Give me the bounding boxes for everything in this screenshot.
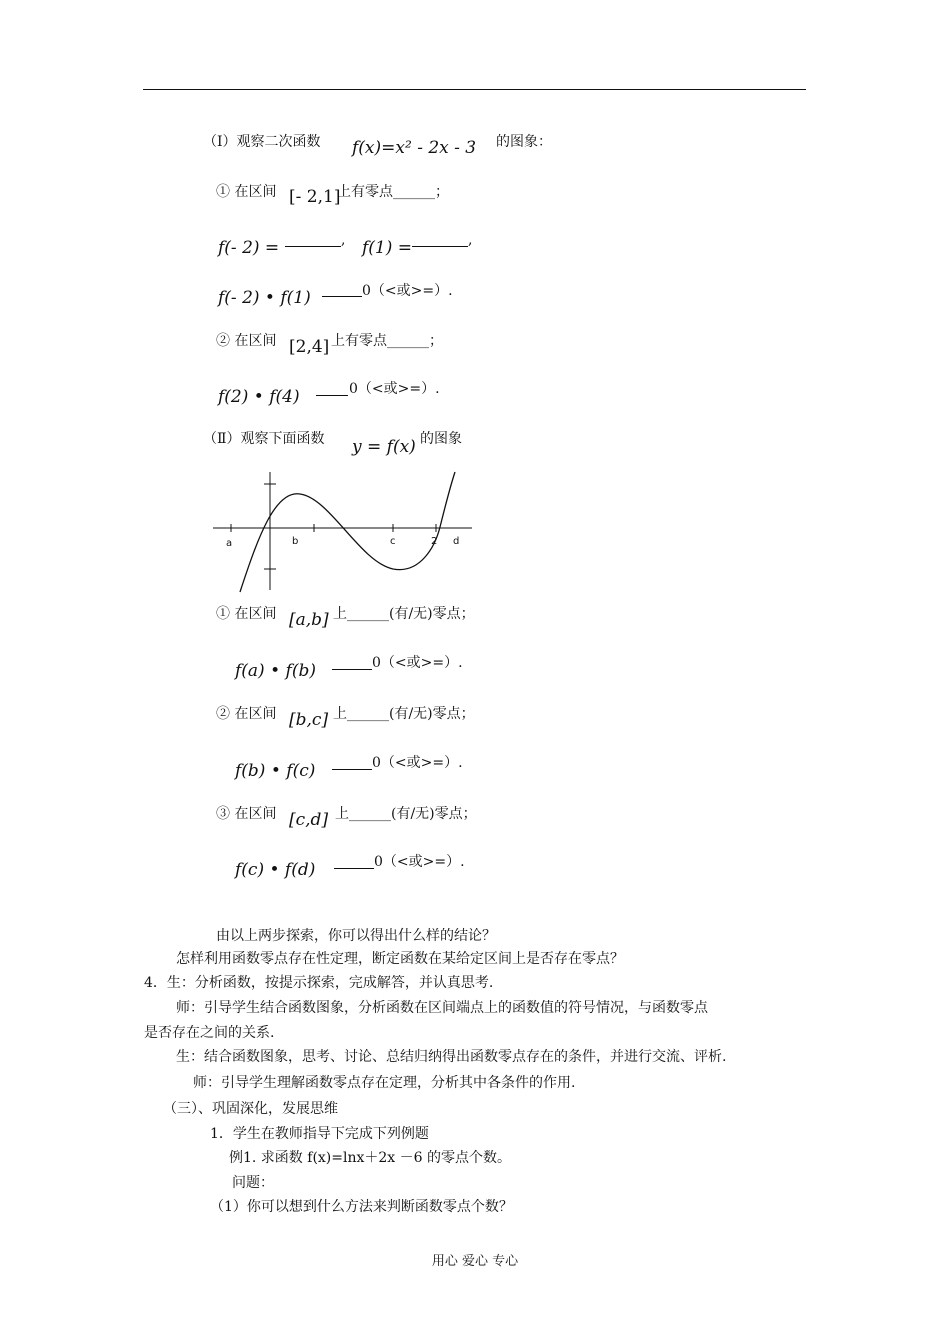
section-ii-item1-suffix: 上______(有/无)零点； bbox=[333, 606, 475, 622]
section-i-item1-interval: [- 2,1] bbox=[289, 187, 341, 207]
section-i-item2-interval: [2,4] bbox=[289, 337, 330, 357]
question: （1）你可以想到什么方法来判断函数零点个数？ bbox=[210, 1199, 513, 1215]
comma: , bbox=[341, 232, 346, 248]
paragraph: 1．学生在教师指导下完成下列例题 bbox=[210, 1126, 429, 1142]
section-ii-item1: ① 在区间 bbox=[216, 606, 277, 622]
section-i-formula: f(x)=x² - 2x - 3 bbox=[352, 138, 477, 158]
section-ii-row1-tail: 0（<或>=）. bbox=[372, 655, 463, 671]
section-i-row3-tail: 0（<或>=）. bbox=[349, 381, 440, 397]
paragraph: 师：引导学生结合函数图象，分析函数在区间端点上的函数值的符号情况，与函数零点 bbox=[176, 1000, 708, 1016]
section-i-intro: （Ⅰ）观察二次函数 bbox=[203, 134, 321, 150]
answer-blank bbox=[334, 868, 374, 869]
paragraph: 师：引导学生理解函数零点存在定理，分析其中各条件的作用. bbox=[193, 1075, 576, 1091]
section-i-suffix: 的图象： bbox=[496, 134, 552, 150]
comma: , bbox=[468, 232, 473, 248]
section-i-item1: ① 在区间 bbox=[216, 184, 277, 200]
answer-blank bbox=[412, 246, 468, 247]
answer-blank bbox=[332, 769, 372, 770]
graph-label-c: c bbox=[390, 536, 396, 547]
section-ii-item2-suffix: 上______(有/无)零点； bbox=[333, 706, 475, 722]
paragraph: 是否存在之间的关系. bbox=[144, 1025, 275, 1041]
section-i-row3-expr: f(2) • f(4) bbox=[218, 387, 300, 407]
section-i-item1-suffix: 上有零点______； bbox=[337, 184, 449, 200]
section-ii-row2-expr: f(b) • f(c) bbox=[235, 761, 316, 781]
answer-blank bbox=[285, 246, 341, 247]
answer-blank bbox=[322, 296, 362, 297]
page-footer: 用心 爱心 专心 bbox=[431, 1254, 519, 1269]
paragraph: 由以上两步探索，你可以得出什么样的结论？ bbox=[216, 928, 496, 944]
section-ii-intro: （Ⅱ）观察下面函数 bbox=[203, 431, 325, 447]
section-ii-formula: y = f(x) bbox=[352, 437, 416, 457]
section-i-row2-tail: 0（<或>=）. bbox=[362, 283, 453, 299]
section-ii-item3-suffix: 上______(有/无)零点； bbox=[335, 806, 477, 822]
section-i-row2-expr: f(- 2) • f(1) bbox=[218, 288, 311, 308]
header-rule bbox=[143, 89, 806, 90]
paragraph: 生：结合函数图象，思考、讨论、总结归纳得出函数零点存在的条件，并进行交流、评析. bbox=[176, 1049, 727, 1065]
section-ii-item2-interval: [b,c] bbox=[289, 710, 329, 730]
graph-label-b: b bbox=[292, 536, 299, 547]
section-ii-suffix: 的图象 bbox=[420, 431, 462, 447]
graph-label-a: a bbox=[226, 538, 233, 549]
answer-blank bbox=[332, 669, 372, 670]
section-i-row1-a: f(- 2) = bbox=[218, 238, 280, 258]
section-ii-row3-expr: f(c) • f(d) bbox=[235, 860, 316, 880]
section-ii-item1-interval: [a,b] bbox=[289, 610, 329, 630]
graph-label-2: 2 bbox=[431, 536, 438, 547]
section-heading: （三）、巩固深化，发展思维 bbox=[163, 1101, 338, 1117]
section-ii-row3-tail: 0（<或>=）. bbox=[374, 854, 465, 870]
paragraph: 问题： bbox=[232, 1175, 274, 1191]
function-curve bbox=[240, 472, 455, 592]
section-ii-item3: ③ 在区间 bbox=[216, 806, 277, 822]
paragraph: 怎样利用函数零点存在性定理，断定函数在某给定区间上是否存在零点？ bbox=[176, 951, 624, 967]
function-graph bbox=[200, 462, 485, 597]
graph-label-d: d bbox=[453, 536, 460, 547]
section-ii-row1-expr: f(a) • f(b) bbox=[235, 661, 316, 681]
section-ii-row2-tail: 0（<或>=）. bbox=[372, 755, 463, 771]
section-ii-item3-interval: [c,d] bbox=[289, 810, 329, 830]
section-i-item2-suffix: 上有零点______； bbox=[331, 333, 443, 349]
section-i-row1-b: f(1) = bbox=[362, 238, 413, 258]
answer-blank bbox=[316, 395, 348, 396]
example: 例1. 求函数 f(x)=lnx＋2x －6 的零点个数。 bbox=[229, 1150, 511, 1166]
section-i-item2: ② 在区间 bbox=[216, 333, 277, 349]
section-ii-item2: ② 在区间 bbox=[216, 706, 277, 722]
paragraph: 4．生：分析函数，按提示探索，完成解答，并认真思考. bbox=[144, 975, 494, 991]
